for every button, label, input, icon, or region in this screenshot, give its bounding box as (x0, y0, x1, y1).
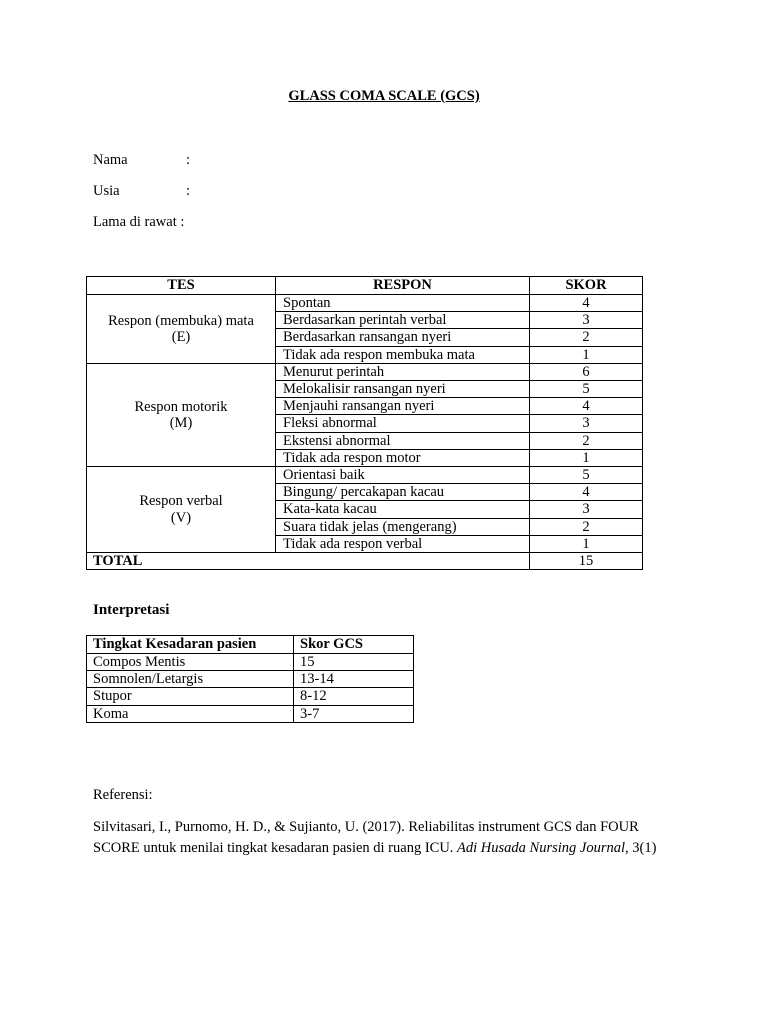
skor-cell: 1 (530, 535, 643, 552)
respon-cell: Melokalisir ransangan nyeri (276, 381, 530, 398)
skor-gcs-cell: 13-14 (294, 671, 414, 688)
respon-cell: Menurut perintah (276, 363, 530, 380)
skor-cell: 4 (530, 484, 643, 501)
referensi-label: Referensi: (93, 787, 153, 803)
field-usia (93, 182, 191, 200)
gcs-table (86, 276, 643, 570)
skor-cell: 4 (530, 398, 643, 415)
tes-eye-code: (E) (171, 328, 191, 345)
table-row (87, 654, 414, 671)
citation-journal: Adi Husada Nursing Journal, (457, 839, 629, 856)
table-row (87, 363, 643, 380)
gcs-header-row (87, 277, 643, 295)
interpretasi-heading: Interpretasi (93, 602, 170, 618)
skor-cell: 5 (530, 467, 643, 484)
skor-gcs-cell: 8-12 (294, 688, 414, 705)
tingkat-cell: Compos Mentis (87, 654, 294, 671)
skor-cell: 2 (530, 518, 643, 535)
tes-eye (87, 295, 276, 364)
respon-cell: Kata-kata kacau (276, 501, 530, 518)
table-row (87, 705, 414, 722)
skor-cell: 2 (530, 329, 643, 346)
skor-cell: 4 (530, 295, 643, 312)
header-respon: RESPON (276, 277, 530, 295)
field-lama-label: Lama di rawat : (93, 214, 185, 230)
table-row (87, 671, 414, 688)
header-skor-gcs: Skor GCS (294, 636, 414, 654)
total-label: TOTAL (87, 553, 530, 570)
interpretasi-header-row (87, 636, 414, 654)
respon-cell: Berdasarkan ransangan nyeri (276, 329, 530, 346)
respon-cell: Orientasi baik (276, 467, 530, 484)
citation-volume: 3(1) (628, 839, 657, 856)
skor-cell: 3 (530, 312, 643, 329)
tes-verbal-code: (V) (170, 509, 192, 526)
total-value: 15 (530, 553, 643, 570)
interpretasi-table (86, 635, 414, 723)
table-row (87, 295, 643, 312)
respon-cell: Fleksi abnormal (276, 415, 530, 432)
skor-cell: 1 (530, 346, 643, 363)
field-lama-di-rawat (93, 213, 184, 231)
citation-main: Silvitasari, I., Purnomo, H. D., & Sujianto, U. (2017). Reliabilitas instrument GCS dan FOUR SCORE untuk menilai tingkat kesadaran pasien di ruang ICU. (93, 819, 639, 856)
respon-cell: Berdasarkan perintah verbal (276, 312, 530, 329)
respon-cell: Tidak ada respon motor (276, 449, 530, 466)
tingkat-cell: Somnolen/Letargis (87, 671, 294, 688)
field-usia-label: Usia (93, 183, 120, 199)
skor-cell: 3 (530, 415, 643, 432)
tes-eye-label: Respon (membuka) mata (108, 312, 254, 329)
skor-cell: 1 (530, 449, 643, 466)
skor-cell: 3 (530, 501, 643, 518)
tes-verbal (87, 467, 276, 553)
field-usia-colon: : (186, 183, 191, 199)
referensi-citation (93, 817, 673, 858)
header-skor: SKOR (530, 277, 643, 295)
table-row (87, 688, 414, 705)
tes-verbal-label: Respon verbal (139, 493, 223, 510)
field-nama-label: Nama (93, 152, 128, 168)
field-nama (93, 151, 191, 169)
respon-cell: Tidak ada respon verbal (276, 535, 530, 552)
total-row (87, 553, 643, 570)
table-row (87, 467, 643, 484)
skor-cell: 6 (530, 363, 643, 380)
skor-gcs-cell: 3-7 (294, 705, 414, 722)
header-tingkat: Tingkat Kesadaran pasien (87, 636, 294, 654)
document-title: GLASS COMA SCALE (GCS) (288, 88, 480, 104)
respon-cell: Spontan (276, 295, 530, 312)
respon-cell: Tidak ada respon membuka mata (276, 346, 530, 363)
skor-gcs-cell: 15 (294, 654, 414, 671)
tes-motor-code: (M) (169, 414, 193, 431)
field-nama-colon: : (186, 152, 191, 168)
skor-cell: 5 (530, 381, 643, 398)
tingkat-cell: Stupor (87, 688, 294, 705)
skor-cell: 2 (530, 432, 643, 449)
respon-cell: Bingung/ percakapan kacau (276, 484, 530, 501)
tes-motor (87, 363, 276, 466)
respon-cell: Suara tidak jelas (mengerang) (276, 518, 530, 535)
respon-cell: Ekstensi abnormal (276, 432, 530, 449)
tingkat-cell: Koma (87, 705, 294, 722)
tes-motor-label: Respon motorik (134, 398, 228, 415)
header-tes: TES (87, 277, 276, 295)
respon-cell: Menjauhi ransangan nyeri (276, 398, 530, 415)
